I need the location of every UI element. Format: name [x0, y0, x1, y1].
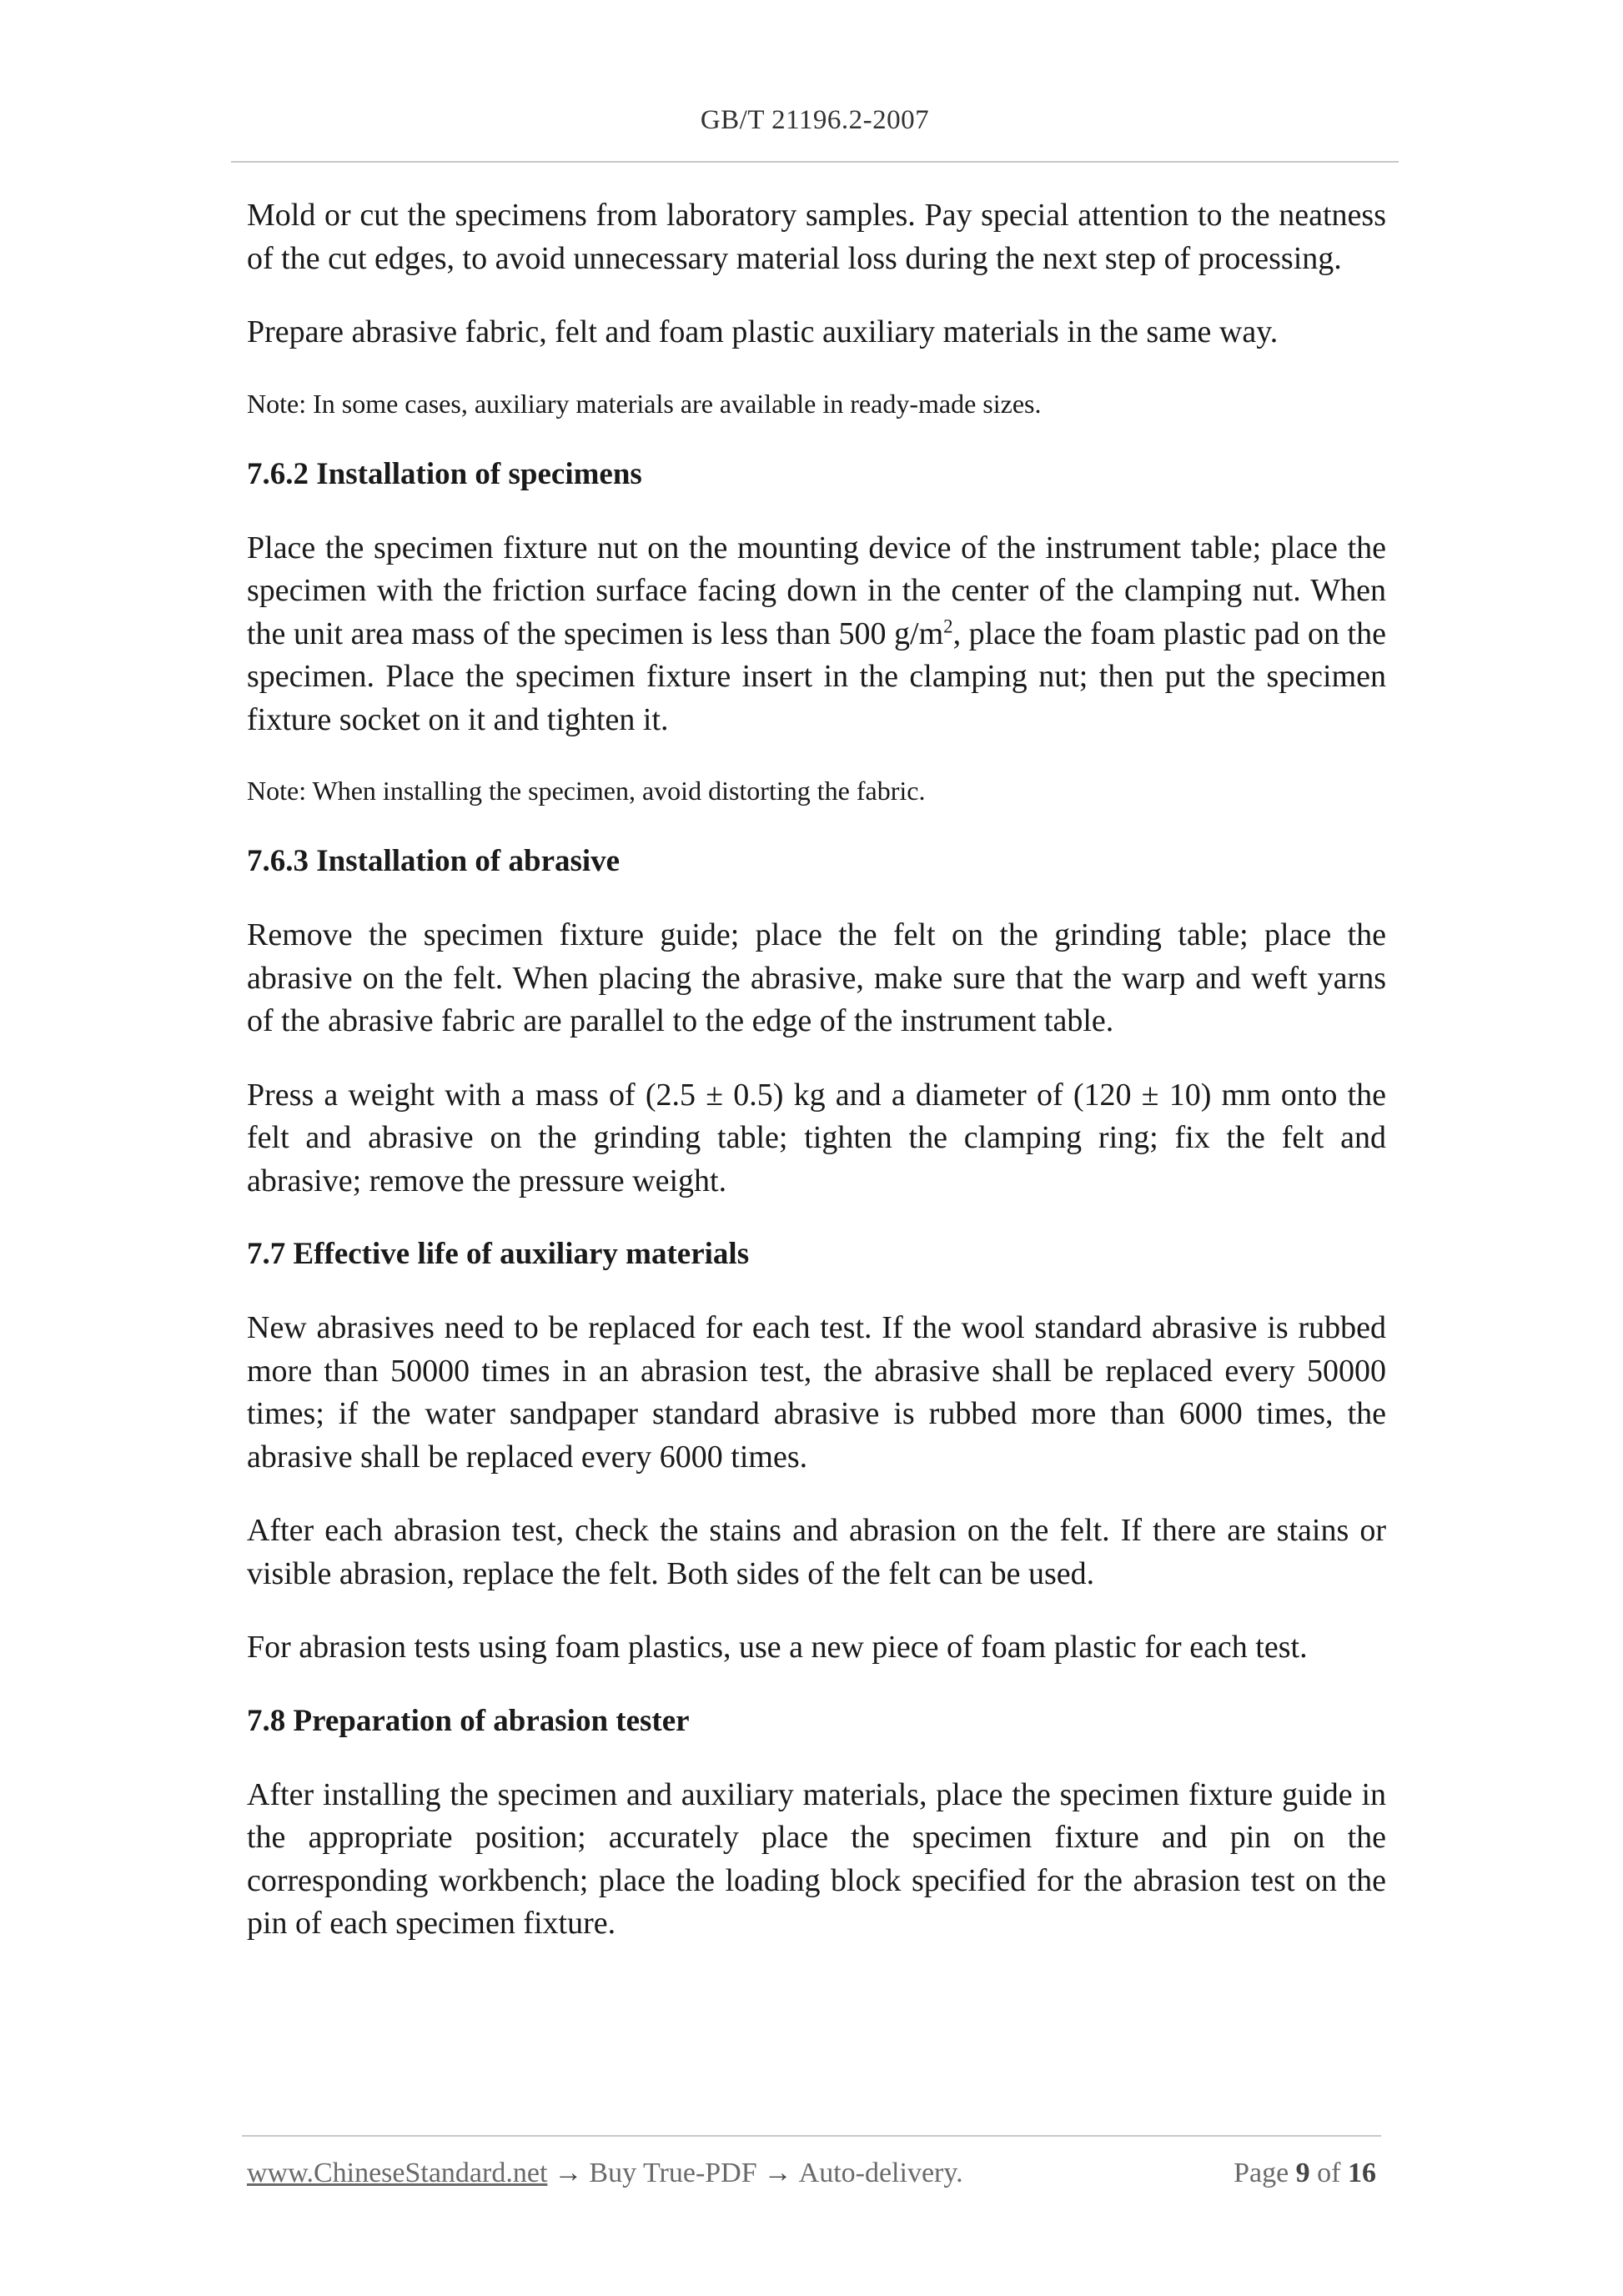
- right-arrow-icon: →: [554, 2158, 583, 2188]
- note-avoid-distortion: Note: When installing the specimen, avoid distorting the fabric.: [247, 776, 926, 806]
- footer-left: [247, 2158, 963, 2189]
- section-heading-7-6-2: 7.6.2 Installation of specimens: [247, 456, 642, 491]
- section-heading-7-7: 7.7 Effective life of auxiliary materials: [247, 1237, 750, 1271]
- header-divider: [231, 161, 1399, 163]
- note-ready-made-sizes: Note: In some cases, auxiliary materials are available in ready-made sizes.: [247, 388, 1042, 419]
- chinesestandard-link[interactable]: www.ChineseStandard.net: [247, 2158, 548, 2188]
- page-label: Page: [1234, 2158, 1289, 2188]
- paragraph-abrasive-replacement: New abrasives need to be replaced for each test. If the wool standard abrasive is rubbed more than 50000 times in an abrasion test, the abrasive shall be replaced every 50000 times; if the water sandpaper standard abrasive is rubbed more than 6000 times, the abrasive shall be replaced every 6000 times.: [247, 1310, 1386, 1475]
- page-header-title: GB/T 21196.2-2007: [700, 105, 930, 135]
- section-heading-7-6-3: 7.6.3 Installation of abrasive: [247, 844, 621, 878]
- paragraph-specimen-cutting: Mold or cut the specimens from laboratory samples. Pay special attention to the neatness of the cut edges, to avoid unnecessary material loss during the next step of processing.: [247, 198, 1386, 276]
- paragraph-tester-preparation: After installing the specimen and auxiliary materials, place the specimen fixture guide in the appropriate position; accurately place the specimen fixture and pin on the corresponding workbench; place the loading block specified for the abrasion test on the pin of each specimen fixture.: [247, 1776, 1386, 1941]
- footer-divider: [242, 2135, 1381, 2137]
- page-number: [1234, 2158, 1376, 2189]
- section-heading-7-8: 7.8 Preparation of abrasion tester: [247, 1703, 690, 1738]
- paragraph-specimen-installation: [247, 527, 1386, 742]
- paragraph-specimen-installation-part1: Place the specimen fixture nut on the mounting device of the instrument table; place the specimen with the friction surface facing down in the center of the clamping nut. When the unit area mass of the specimen is less than 500 g/m: [247, 530, 1386, 651]
- page-total: 16: [1348, 2158, 1376, 2188]
- page-of-label: of: [1317, 2158, 1341, 2188]
- right-arrow-icon: →: [763, 2158, 792, 2188]
- footer-delivery-text: Auto-delivery.: [798, 2158, 963, 2188]
- paragraph-auxiliary-prep: Prepare abrasive fabric, felt and foam plastic auxiliary materials in the same way.: [247, 314, 1279, 349]
- page-content: [247, 194, 1386, 1977]
- paragraph-abrasive-installation: Remove the specimen fixture guide; place the felt on the grinding table; place the abrasive on the felt. When placing the abrasive, make sure that the warp and weft yarns of the abrasive fabric are parallel to the edge of the instrument table.: [247, 917, 1386, 1038]
- page-current: 9: [1295, 2158, 1310, 2188]
- paragraph-weight-press: Press a weight with a mass of (2.5 ± 0.5) kg and a diameter of (120 ± 10) mm onto the felt and abrasive on the grinding table; tighten the clamping ring; fix the felt and abrasive; remove the pressure weight.: [247, 1077, 1386, 1198]
- footer-buy-text: Buy True-PDF: [589, 2158, 757, 2188]
- superscript-squared: 2: [943, 615, 953, 636]
- paragraph-felt-check: After each abrasion test, check the stains and abrasion on the felt. If there are stains or visible abrasion, replace the felt. Both sides of the felt can be used.: [247, 1513, 1386, 1591]
- paragraph-specimen-installation-part2: , place the foam plastic pad on the specimen. Place the specimen fixture insert in the clamping nut; then put the specimen fixture socket on it and tighten it.: [247, 615, 1386, 737]
- paragraph-foam-plastic: For abrasion tests using foam plastics, use a new piece of foam plastic for each test.: [247, 1630, 1308, 1665]
